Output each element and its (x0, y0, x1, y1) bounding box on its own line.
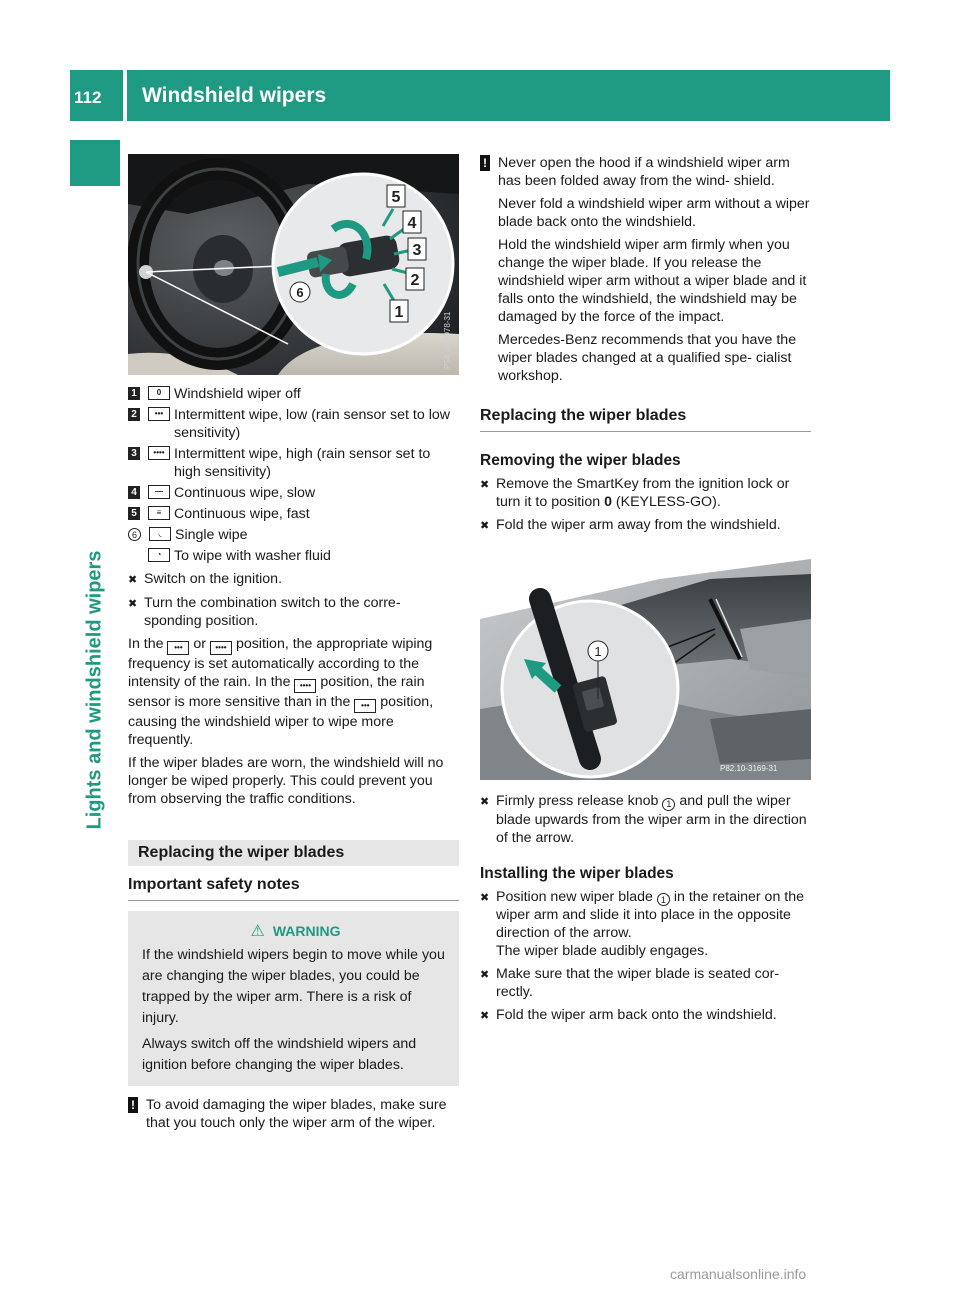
legend-number: 3 (128, 447, 140, 460)
legend-text: Intermittent wipe, high (rain sensor set to high sensitivity) (174, 446, 431, 480)
notice (480, 154, 811, 385)
text-fragment: Remove the SmartKey from the ignition lock or turn it to position (496, 476, 790, 510)
callout-6: 6 (296, 285, 304, 300)
text-fragment: Position new wiper blade (496, 888, 653, 905)
notice-paragraph: Never fold a windshield wiper arm without a wiper blade back onto the windshield. (498, 196, 810, 230)
step-arrow-icon: ✖ (128, 598, 138, 610)
step-text: Make sure that the wiper blade is seated cor- rectly. (496, 966, 780, 1000)
step-text: Switch on the ignition. (144, 571, 283, 587)
legend-text: To wipe with washer fluid (174, 548, 331, 564)
step-text: Fold the wiper arm away from the windshield. (496, 517, 781, 533)
rain-sensor-paragraph (128, 635, 459, 749)
wiper-blade-figure (480, 559, 811, 780)
text-fragment: position, the appropriate wiping frequency is set automatically according to the intensity of the rain. In the (128, 636, 433, 690)
notice-paragraph: Never open the hood if a windshield wiper arm has been folded away from the wind- shield. (498, 155, 790, 189)
legend-text: Single wipe (175, 527, 248, 543)
step-arrow-icon: ✖ (480, 479, 490, 491)
wiper-off-symbol-icon: 0 (148, 386, 170, 400)
step-arrow-icon: ✖ (480, 796, 490, 808)
text-fragment: and pull the wiper blade upwards from the wiper arm in the direction of the arrow. (496, 793, 807, 846)
continuous-fast-symbol-icon: ≡ (148, 506, 170, 520)
callout-ref: 1 (662, 798, 675, 811)
legend-item (128, 505, 459, 523)
right-column (480, 154, 811, 1025)
intermittent-high-symbol-icon: •••• (210, 641, 232, 655)
instruction-step (480, 965, 811, 1001)
legend-item (128, 526, 459, 544)
instruction-step (128, 594, 459, 630)
continuous-slow-symbol-icon: — (148, 485, 170, 499)
removing-heading: Removing the wiper blades (480, 452, 681, 469)
notice-text (498, 154, 811, 385)
legend-list (128, 385, 459, 565)
callout-4: 4 (407, 215, 417, 232)
header-divider (123, 70, 127, 121)
notice (128, 1096, 459, 1132)
installing-heading: Installing the wiper blades (480, 864, 674, 882)
intermittent-low-symbol-icon: ••• (354, 699, 376, 713)
section-heading: Replacing the wiper blades (480, 407, 811, 432)
warning-text: Always switch off the windshield wipers and ignition before changing the wiper blades. (142, 1036, 417, 1073)
text-fragment: or (193, 636, 207, 652)
legend-number: 6 (128, 528, 141, 541)
step-text: Turn the combination switch to the corre- sponding position. (144, 595, 401, 629)
section-heading: Replacing the wiper blades (128, 840, 459, 866)
warning-title (142, 921, 449, 942)
text-fragment: In the (128, 636, 164, 652)
legend-text: Intermittent wipe, low (rain sensor set to low sensitivity) (174, 407, 450, 441)
step-arrow-icon: ✖ (480, 969, 490, 981)
legend-number: 2 (128, 408, 140, 421)
text-fragment: in the retainer on the wiper arm and slide it into place in the opposite direction of the arrow. (496, 888, 804, 941)
combination-switch-illustration (128, 154, 459, 375)
chapter-label: Lights and windshield wipers (83, 550, 106, 830)
warning-triangle-icon: ⚠ (250, 923, 265, 940)
step-text (496, 475, 811, 511)
callout-5: 5 (391, 189, 401, 206)
step-text (496, 888, 811, 961)
callout-1: 1 (394, 304, 404, 321)
notice-exclamation-icon: ! (128, 1097, 138, 1113)
instruction-step (480, 516, 811, 535)
position-value: 0 (604, 494, 612, 510)
callout-3: 3 (412, 242, 422, 259)
legend-item (128, 385, 459, 403)
notice-text: To avoid damaging the wiper blades, make sure that you touch only the wiper arm of the wiper. (146, 1097, 447, 1131)
legend-number: 5 (128, 507, 140, 520)
text-fragment: position, the rain sensor is more sensitive than in the (128, 674, 425, 710)
washer-fluid-symbol-icon: ◔ (148, 548, 170, 562)
callout-2: 2 (410, 272, 420, 289)
intermittent-low-symbol-icon: ••• (167, 641, 189, 655)
text-fragment: position, causing the windshield wiper to wipe more frequently. (128, 694, 434, 748)
legend-text: Continuous wipe, fast (174, 506, 310, 522)
warning-text: If the windshield wipers begin to move while you are changing the wiper blades, you could be trapped by the wiper arm. There is a risk of injury. (142, 947, 445, 1026)
intermittent-low-symbol-icon: ••• (148, 407, 170, 421)
legend-item (128, 445, 459, 481)
watermark-link[interactable]: carmanualsonline.info (670, 1266, 807, 1282)
worn-blades-paragraph: If the wiper blades are worn, the windshield will no longer be wiped properly. This could prevent you from observing the traffic conditions. (128, 755, 444, 807)
text-fragment: The wiper blade audibly engages. (496, 943, 709, 959)
legend-text: Windshield wiper off (174, 386, 301, 402)
legend-text: Continuous wipe, slow (174, 485, 316, 501)
legend-item (128, 406, 459, 442)
figure-code: P54.25-9978-31 (443, 311, 452, 369)
left-column (128, 154, 459, 1132)
step-arrow-icon: ✖ (480, 891, 490, 904)
warning-box (128, 911, 459, 1086)
text-fragment: Firmly press release knob (496, 793, 659, 809)
legend-item (128, 547, 459, 565)
safety-notes-heading: Important safety notes (128, 876, 459, 901)
legend-number: 4 (128, 486, 140, 499)
combination-switch-figure (128, 154, 459, 375)
notice-paragraph: Mercedes-Benz recommends that you have the wiper blades changed at a qualified spe- cialist workshop. (498, 332, 797, 384)
callout-1: 1 (594, 644, 602, 659)
figure-code: P82.10-3169-31 (720, 764, 778, 773)
instruction-step (480, 888, 811, 961)
notice-exclamation-icon: ! (480, 155, 490, 171)
text-fragment: (KEYLESS-GO). (615, 494, 721, 510)
intermittent-high-symbol-icon: •••• (294, 679, 316, 693)
chapter-tab (70, 140, 120, 186)
figure-callout (588, 641, 608, 661)
instruction-step (480, 475, 811, 511)
instruction-step (480, 1006, 811, 1025)
legend-number: 1 (128, 387, 140, 400)
step-text (496, 792, 811, 847)
intermittent-high-symbol-icon: •••• (148, 446, 170, 460)
notice-paragraph: Hold the windshield wiper arm firmly when you change the wiper blade. If you release the windshield wiper arm without a wiper blade and it falls onto the windshield, the windshield may be damaged by the force of the impact. (498, 237, 807, 325)
callout-ref: 1 (657, 893, 670, 906)
warning-label: WARNING (272, 923, 341, 939)
wiper-blade-illustration (480, 559, 811, 780)
single-wipe-symbol-icon: ◟ (149, 527, 171, 541)
step-arrow-icon: ✖ (128, 574, 138, 586)
instruction-step (480, 792, 811, 847)
step-arrow-icon: ✖ (480, 1010, 490, 1022)
page-number: 112 (74, 88, 102, 107)
legend-item (128, 484, 459, 502)
step-text: Fold the wiper arm back onto the windshield. (496, 1007, 777, 1023)
step-arrow-icon: ✖ (480, 520, 490, 532)
instruction-step (128, 570, 459, 589)
page-title: Windshield wipers (142, 84, 327, 107)
